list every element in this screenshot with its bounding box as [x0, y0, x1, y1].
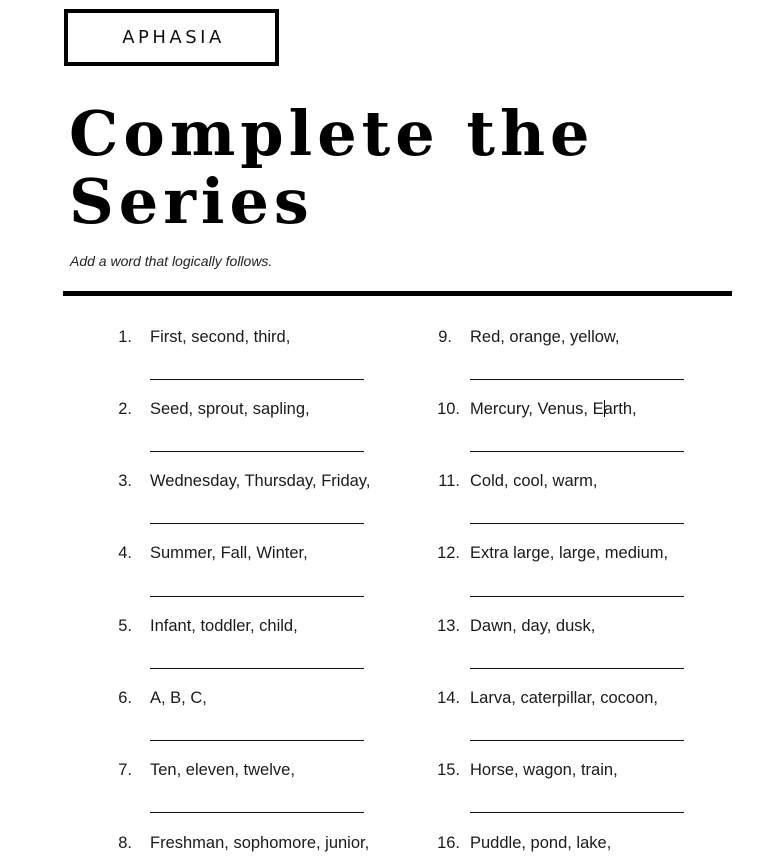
- question-number: 8.: [118, 834, 132, 852]
- answer-blank-10[interactable]: [470, 451, 684, 452]
- question-prompt: Extra large, large, medium,: [470, 544, 669, 562]
- answer-blank-6[interactable]: [150, 740, 364, 741]
- answer-blank-7[interactable]: [150, 812, 364, 813]
- answer-blank-3[interactable]: [150, 523, 364, 524]
- answer-blank-13[interactable]: [470, 668, 684, 669]
- answer-blank-15[interactable]: [470, 812, 684, 813]
- answer-blank-5[interactable]: [150, 668, 364, 669]
- instructions: Add a word that logically follows.: [70, 253, 273, 269]
- question-prompt: Horse, wagon, train,: [470, 761, 618, 779]
- question-number: 15.: [437, 761, 460, 779]
- question-prompt: Infant, toddler, child,: [150, 617, 298, 635]
- question-prompt: Dawn, day, dusk,: [470, 617, 596, 635]
- answer-blank-4[interactable]: [150, 596, 364, 597]
- answer-blank-9[interactable]: [470, 379, 684, 380]
- prompt-before-cursor: Mercury, Venus, E: [470, 400, 604, 418]
- question-number: 7.: [118, 761, 132, 779]
- question-prompt: Summer, Fall, Winter,: [150, 544, 308, 562]
- question-number: 4.: [118, 544, 132, 562]
- answer-blank-2[interactable]: [150, 451, 364, 452]
- question-prompt: Wednesday, Thursday, Friday,: [150, 472, 371, 490]
- question-number: 12.: [437, 544, 460, 562]
- question-prompt: A, B, C,: [150, 689, 207, 707]
- answer-blank-1[interactable]: [150, 379, 364, 380]
- answer-blank-11[interactable]: [470, 523, 684, 524]
- question-number: 13.: [437, 617, 460, 635]
- question-number: 2.: [118, 400, 132, 418]
- title-line-1: Complete the: [69, 97, 595, 170]
- question-number: 14.: [437, 689, 460, 707]
- category-tag: [64, 9, 279, 66]
- category-tag-label: APHASIA: [122, 27, 225, 48]
- question-prompt: Ten, eleven, twelve,: [150, 761, 295, 779]
- question-prompt: First, second, third,: [150, 328, 291, 346]
- prompt-after-cursor: arth,: [603, 400, 637, 418]
- header-divider: [63, 291, 732, 296]
- answer-blank-14[interactable]: [470, 740, 684, 741]
- title-line-2: Series: [69, 165, 314, 238]
- question-number: 6.: [118, 689, 132, 707]
- question-number: 11.: [438, 472, 460, 490]
- question-prompt: Larva, caterpillar, cocoon,: [470, 689, 659, 707]
- question-number: 16.: [437, 834, 460, 852]
- question-number: 3.: [118, 472, 132, 490]
- question-prompt: Seed, sprout, sapling,: [150, 400, 310, 418]
- question-prompt: Puddle, pond, lake,: [470, 834, 612, 852]
- answer-blank-12[interactable]: [470, 596, 684, 597]
- question-prompt: Cold, cool, warm,: [470, 472, 598, 490]
- question-number: 1.: [118, 328, 132, 346]
- question-prompt: Red, orange, yellow,: [470, 328, 620, 346]
- page-title: [69, 97, 595, 238]
- question-prompt: Freshman, sophomore, junior,: [150, 834, 370, 852]
- question-prompt: [470, 400, 637, 419]
- question-number: 9.: [438, 328, 452, 346]
- question-number: 10.: [437, 400, 460, 418]
- question-number: 5.: [118, 617, 132, 635]
